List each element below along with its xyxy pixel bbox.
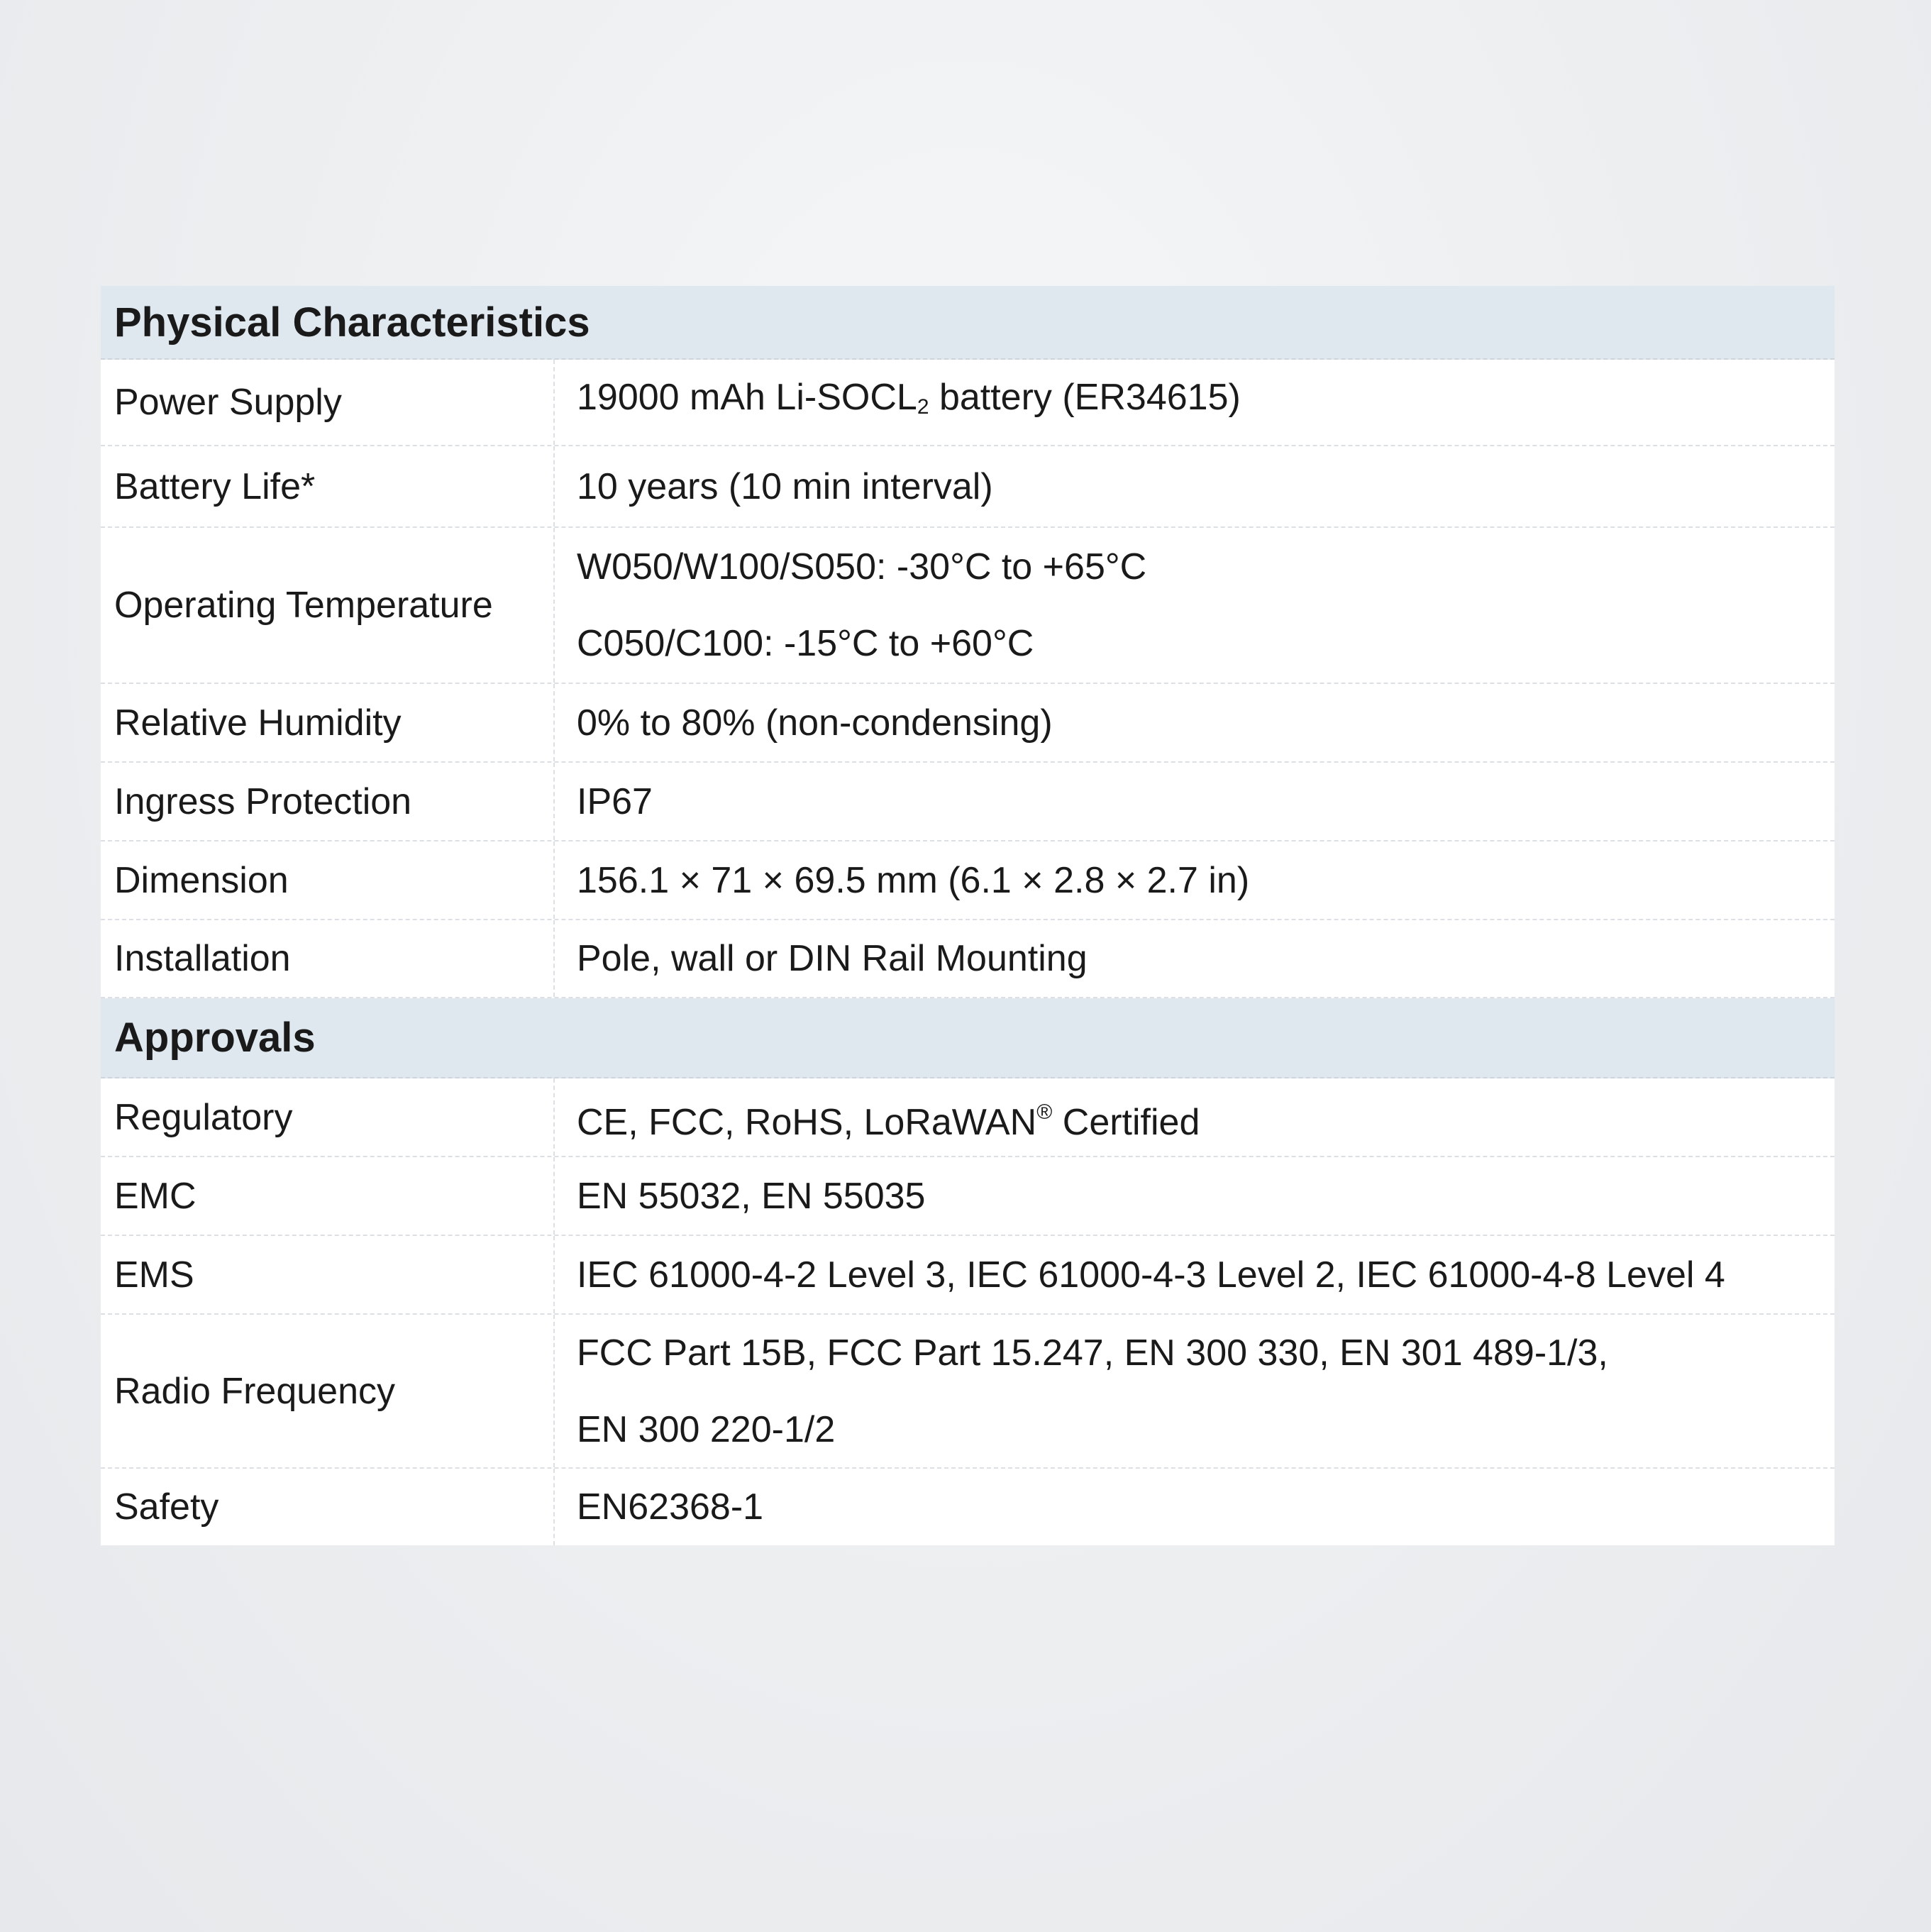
value-text: 0% to 80% (non-condensing) [577,702,1053,744]
value-line: C050/C100: -15°C to +60°C [577,623,1034,664]
row-label: Ingress Protection [101,763,555,840]
value-text: 19000 mAh Li-SOCL [577,377,917,418]
value-text: EN 55032, EN 55035 [577,1175,926,1217]
section-header-approvals: Approvals [101,998,1835,1078]
table-row-operating-temperature [101,528,1835,684]
row-value [555,446,1835,526]
row-value [555,1315,1835,1467]
table-row-emc [101,1157,1835,1236]
row-label: Power Supply [101,360,555,445]
row-label: Dimension [101,841,555,919]
value-text: 156.1 × 71 × 69.5 mm (6.1 × 2.8 × 2.7 in) [577,859,1250,901]
row-label: Operating Temperature [101,528,555,683]
value-line: EN 300 220-1/2 [577,1408,836,1450]
row-value [555,763,1835,840]
row-label: Relative Humidity [101,684,555,761]
row-value [555,1236,1835,1313]
table-row-ems [101,1236,1835,1315]
table-row-ingress-protection [101,763,1835,841]
row-value [555,1157,1835,1235]
table-row-installation [101,920,1835,998]
row-label: EMC [101,1157,555,1235]
table-row-dimension [101,841,1835,920]
row-value [555,920,1835,997]
row-label: Radio Frequency [101,1315,555,1467]
row-value [555,360,1835,445]
table-row-battery-life [101,446,1835,528]
table-row-power-supply [101,360,1835,446]
value-text: IEC 61000-4-2 Level 3, IEC 61000-4-3 Level 2, IEC 61000-4-8 Level 4 [577,1254,1725,1296]
spec-table [101,286,1835,1545]
value-line: W050/W100/S050: -30°C to +65°C [577,546,1147,587]
row-label: EMS [101,1236,555,1313]
value-line: FCC Part 15B, FCC Part 15.247, EN 300 330, EN 301 489-1/3, [577,1332,1608,1374]
table-row-safety [101,1469,1835,1545]
row-value [555,684,1835,761]
section-header-physical: Physical Characteristics [101,286,1835,360]
value-text: IP67 [577,780,653,822]
value-text: 10 years (10 min interval) [577,465,993,507]
table-row-regulatory [101,1078,1835,1157]
row-label: Safety [101,1469,555,1545]
row-value [555,1078,1835,1156]
table-row-relative-humidity [101,684,1835,763]
row-label: Battery Life* [101,446,555,526]
row-value [555,1469,1835,1545]
value-text: EN62368-1 [577,1486,764,1528]
subscript: 2 [917,395,929,419]
row-value [555,841,1835,919]
value-text: battery (ER34615) [929,377,1241,418]
row-label: Installation [101,920,555,997]
row-label: Regulatory [101,1078,555,1156]
value-text: Pole, wall or DIN Rail Mounting [577,938,1088,979]
table-row-radio-frequency [101,1315,1835,1469]
row-value [555,528,1835,683]
value-text: CE, FCC, RoHS, LoRaWAN [577,1101,1037,1143]
value-text: Certified [1052,1101,1200,1143]
registered-mark: ® [1036,1100,1053,1124]
